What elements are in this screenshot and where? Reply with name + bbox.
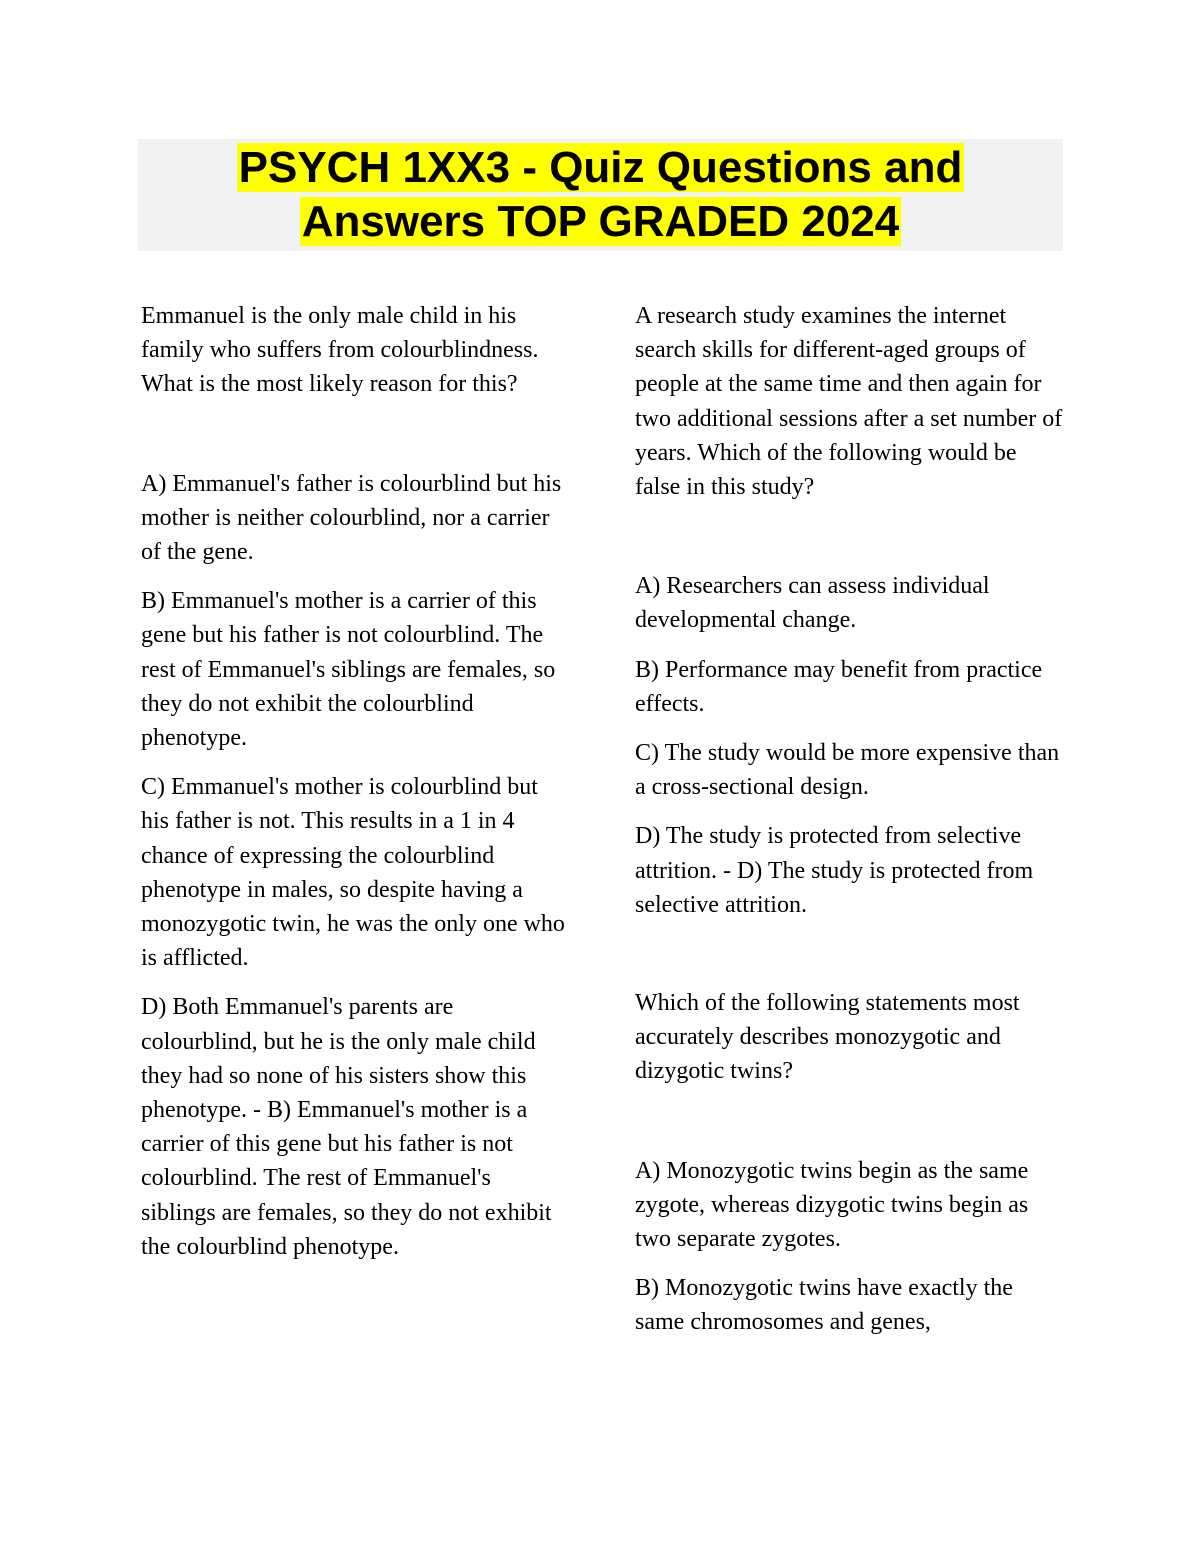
answer-option-a: A) Monozygotic twins begin as the same zygote, whereas dizygotic twins begin as two separate zygotes. — [635, 1157, 1029, 1253]
answer-option-d-and-key: D) The study is protected from selective attrition. - D) The study is protected from selective attrition. — [635, 823, 1034, 918]
answer-option-c: C) Emmanuel's mother is colourblind but his father is not. This results in a 1 in 4 chance of expressing the colourblind phenotype in males, so despite having a monozygotic twin, he was the only one who is afflicted. — [141, 774, 565, 972]
title-line-2: Answers TOP GRADED 2024 — [301, 197, 900, 246]
question-stem: Which of the following statements most accurately describes monozygotic and dizygotic twins? — [635, 990, 1020, 1085]
answer-option-b: B) Performance may benefit from practice effects. — [635, 656, 1043, 717]
question-stem: Emmanuel is the only male child in his family who suffers from colourblindness. What is the most likely reason for this? — [141, 303, 539, 398]
question-block — [635, 986, 1065, 1340]
right-column — [635, 299, 1065, 1340]
page-title — [138, 141, 1063, 249]
question-stem: A research study examines the internet search skills for different-aged groups of people at the same time and then again for two additional sessions after a set number of years. Which of the following would be false in this study? — [635, 303, 1063, 501]
title-line-1: PSYCH 1XX3 - Quiz Questions and — [238, 143, 963, 192]
question-block — [635, 299, 1065, 922]
answer-option-b: B) Monozygotic twins have exactly the same chromosomes and genes, — [635, 1275, 1013, 1336]
answer-option-a: A) Emmanuel's father is colourblind but his mother is neither colourblind, nor a carrier of the gene. — [141, 470, 562, 566]
answer-option-c: C) The study would be more expensive than a cross-sectional design. — [635, 740, 1060, 801]
answer-option-d-and-key: D) Both Emmanuel's parents are colourblind, but he is the only male child they had so none of his sisters show this phenotype. - B) Emmanuel's mother is a carrier of this gene but his father is not colourblind. The rest of Emmanuel's siblings are females, so they do not exhibit the colourblind phenotype. — [141, 994, 552, 1260]
answer-option-a: A) Researchers can assess individual developmental change. — [635, 573, 990, 634]
question-block — [141, 299, 571, 1264]
left-column — [141, 299, 571, 1264]
answer-option-b: B) Emmanuel's mother is a carrier of this gene but his father is not colourblind. The rest of Emmanuel's siblings are females, so they do not exhibit the colourblind phenotype. — [141, 588, 556, 752]
